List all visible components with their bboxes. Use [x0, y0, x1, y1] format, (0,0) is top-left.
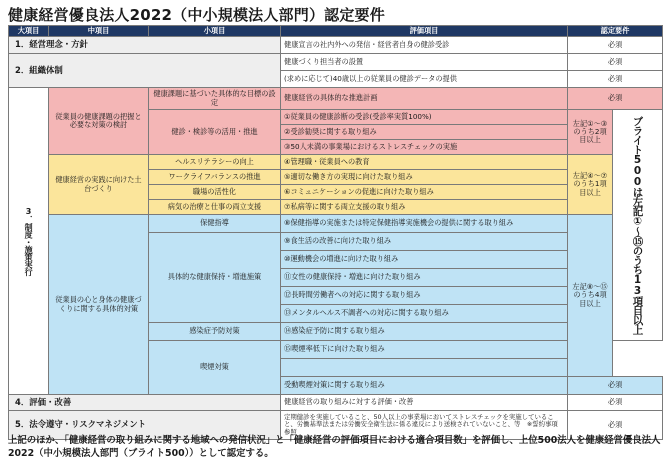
category-3: 3．制度・施策実行: [9, 88, 49, 395]
blue-small-2: 感染症予防対策: [149, 323, 281, 341]
header-small: 小項目: [149, 26, 281, 37]
req-row2b: 必須: [568, 71, 663, 88]
req-row4: 必須: [568, 395, 663, 411]
pink-eval-3: ③50人未満の事業場におけるストレスチェックの実施: [281, 140, 568, 155]
req-row2a: 必須: [568, 54, 663, 71]
bright500-label: ブライト500は左記①～⑮のうち13項目以上: [613, 110, 663, 341]
pink-eval-2: ②受診勧奨に関する取り組み: [281, 125, 568, 140]
blue-eval-0: ⑧保健指導の実施または特定保健指導実施機会の提供に関する取り組み: [281, 215, 568, 233]
row-pink-0: [9, 88, 663, 110]
pink-eval-0: 健康経営の具体的な推進計画: [281, 88, 568, 110]
yellow-small-0: ヘルスリテラシーの向上: [149, 155, 281, 170]
blue-eval-8: 受動喫煙対策に関する取り組み: [281, 377, 568, 395]
yellow-middle: 健康経営の実践に向けた土台づくり: [49, 155, 149, 215]
category-1: 1．経営理念・方針: [9, 37, 281, 54]
row-2a: [9, 54, 663, 71]
eval-row2b: (求めに応じて)40歳以上の従業員の健診データの提供: [281, 71, 568, 88]
yellow-eval-1: ⑤適切な働き方の実現に向けた取り組み: [281, 170, 568, 185]
header-eval: 評価項目: [281, 26, 568, 37]
row-4: [9, 395, 663, 411]
yellow-eval-0: ④管理職・従業員への教育: [281, 155, 568, 170]
req-row5: 必須: [568, 411, 663, 440]
category-5: 5．法令遵守・リスクマネジメント: [9, 411, 281, 440]
pink-req-left: 左記①～③のうち2項目以上: [568, 110, 613, 155]
eval-row1: 健康宣言の社内外への発信・経営者自身の健診受診: [281, 37, 568, 54]
pink-small-2: 健診・検診等の活用・推進: [149, 110, 281, 155]
page-title: 健康経営優良法人2022（中小規模法人部門）認定要件: [8, 6, 385, 24]
category-4: 4．評価・改善: [9, 395, 281, 411]
header-req: 認定要件: [568, 26, 663, 37]
eval-row2a: 健康づくり担当者の設置: [281, 54, 568, 71]
blue-eval-6: ⑭感染症予防に関する取り組み: [281, 323, 568, 341]
blue-req-left: 左記⑧～⑮のうち4項目以上: [568, 215, 613, 377]
req-row1: 必須: [568, 37, 663, 54]
pink-small-1: 健康課題に基づいた具体的な目標の設定: [149, 88, 281, 110]
row-blue-0: [9, 215, 663, 233]
blue-req-last: 必須: [568, 377, 663, 395]
header-middle: 中項目: [49, 26, 149, 37]
yellow-eval-2: ⑥コミュニケーションの促進に向けた取り組み: [281, 185, 568, 200]
yellow-small-1: ワークライフバランスの推進: [149, 170, 281, 185]
yellow-small-3: 病気の治療と仕事の両立支援: [149, 200, 281, 215]
pink-eval-1: ①従業員の健康診断の受診(受診率実質100%): [281, 110, 568, 125]
yellow-req-left: 左記④～⑦のうち1項目以上: [568, 155, 613, 215]
row-yellow-0: [9, 155, 663, 170]
blue-eval-5: ⑬メンタルヘルス不調者への対応に関する取り組み: [281, 305, 568, 323]
blue-eval-3: ⑪女性の健康保持・増進に向けた取り組み: [281, 269, 568, 287]
pink-middle: 従業員の健康課題の把握と必要な対策の検討: [49, 88, 149, 155]
eval-row5: 定期健診を実施していること、50人以上の事業場においてストレスチェックを実施していること、労働基準法または労働安全衛生法に係る違反により送検されていないこと、等 ※誓約事項参照: [281, 411, 568, 440]
blue-eval-1: ⑨食生活の改善に向けた取り組み: [281, 233, 568, 251]
blue-eval-2: ⑩運動機会の増進に向けた取り組み: [281, 251, 568, 269]
category-2: 2．組織体制: [9, 54, 281, 88]
blue-small-3: 喫煙対策: [149, 341, 281, 395]
blue-middle: 従業員の心と身体の健康づくりに関する具体的対策: [49, 215, 149, 395]
requirements-table: [8, 25, 663, 440]
header-row: [9, 26, 663, 37]
blue-small-1: 具体的な健康保持・増進施策: [149, 233, 281, 323]
pink-req-0: 必須: [568, 88, 663, 110]
eval-row4: 健康経営の取り組みに対する評価・改善: [281, 395, 568, 411]
blue-eval-4: ⑫長時間労働者への対応に関する取り組み: [281, 287, 568, 305]
footer-note: 上記のほか、「健康経営の取り組みに関する地域への発信状況」と「健康経営の評価項目における適合項目数」を評価し、上位500法人を健康経営優良法人2022（中小規模法人部門（ブライト500））として認定する。: [8, 435, 661, 459]
yellow-eval-3: ⑦私病等に関する両立支援の取り組み: [281, 200, 568, 215]
blue-small-0: 保健指導: [149, 215, 281, 233]
blue-eval-7: ⑮喫煙率低下に向けた取り組み: [281, 341, 568, 359]
row-1: [9, 37, 663, 54]
header-major: 大項目: [9, 26, 49, 37]
blue-eval-8-spacer: [281, 359, 568, 377]
yellow-small-2: 職場の活性化: [149, 185, 281, 200]
